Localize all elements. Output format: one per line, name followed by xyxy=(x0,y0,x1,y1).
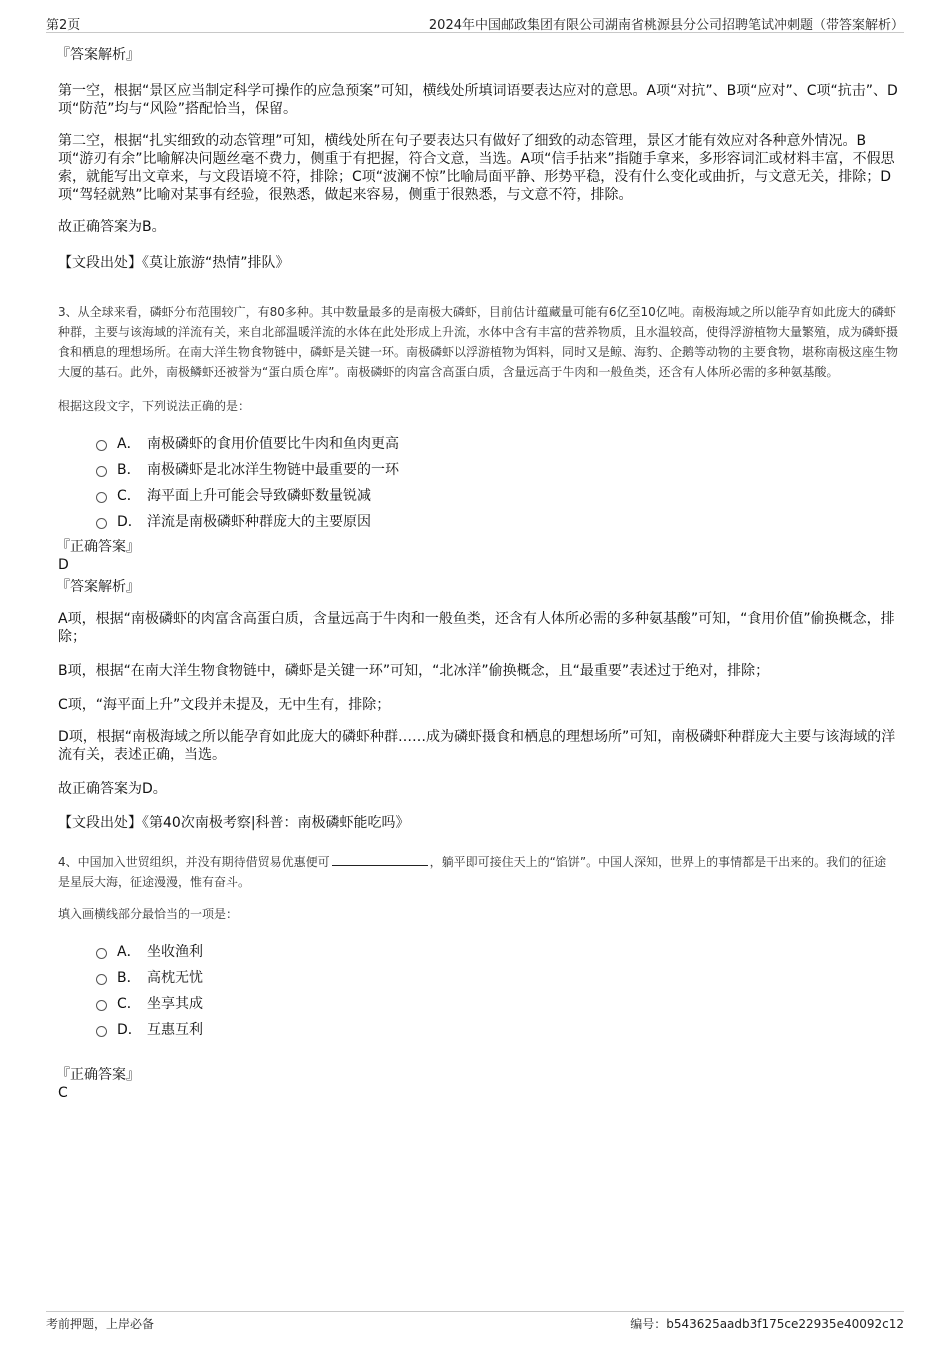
q2-analysis-para1: 第一空，根据“景区应当制定科学可操作的应急预案”可知，横线处所填词语要表达应对的意思。A项“对抗”、B项“应对”、C项“抗击”、D项“防范”均与“风险”搭配恰当，保留。 xyxy=(58,83,898,117)
q3-option-b[interactable]: B． 南极磷虾是北冰洋生物链中最重要的一环 xyxy=(96,456,898,482)
radio-button[interactable] xyxy=(96,440,107,451)
option-text: 高枕无忧 xyxy=(147,970,203,986)
document-title: 2024年中国邮政集团有限公司湖南省桃源县分公司招聘笔试冲刺题（带答案解析） xyxy=(428,18,904,33)
option-text: 海平面上升可能会导致磷虾数量锐减 xyxy=(147,488,371,504)
q3-conclusion: 故正确答案为D。 xyxy=(58,781,167,797)
q3-analysis-a: A项，根据“南极磷虾的肉富含高蛋白质，含量远高于牛肉和一般鱼类，还含有人体所必需的多种氨基酸”可知，“食用价值”偷换概念，排除； xyxy=(58,611,895,645)
radio-button[interactable] xyxy=(96,974,107,985)
option-text: 南极磷虾是北冰洋生物链中最重要的一环 xyxy=(147,462,399,478)
q3-answer-label: 『正确答案』 xyxy=(56,539,140,555)
radio-button[interactable] xyxy=(96,466,107,477)
q2-source: 【文段出处】《莫让旅游“热情”排队》 xyxy=(58,255,290,271)
q4-option-c[interactable]: C． 坐享其成 xyxy=(96,990,898,1016)
radio-button[interactable] xyxy=(96,948,107,959)
option-text: 南极磷虾的食用价值要比牛肉和鱼肉更高 xyxy=(147,436,399,452)
option-text: 洋流是南极磷虾种群庞大的主要原因 xyxy=(147,514,371,530)
q3-prompt: 根据这段文字，下列说法正确的是： xyxy=(58,399,251,413)
q4-answer: C xyxy=(58,1085,68,1101)
q3-analysis-d: D项，根据“南极海域之所以能孕育如此庞大的磷虾种群……成为磷虾摄食和栖息的理想场所”可知，南极磷虾种群庞大主要与该海域的洋流有关，表述正确，当选。 xyxy=(58,729,896,763)
q4-option-a[interactable]: A． 坐收渔利 xyxy=(96,938,898,964)
footer-code: 编号：b543625aadb3f175ce22935e40092c12 xyxy=(630,1317,904,1331)
q3-stem: 3、从全球来看，磷虾分布范围较广，有80多种。其中数量最多的是南极大磷虾，目前估计蕴藏量可能有6亿至10亿吨。南极海域之所以能孕育如此庞大的磷虾种群，主要与该海域的洋流有关，来自北部温暖洋流的水体在此处形成上升流，水体中含有丰富的营养物质，且水温较高，使得浮游植物大量繁殖，成为磷虾摄食和栖息的理想场所。在南大洋生物食物链中，磷虾是关键一环。南极磷虾以浮游植物为饵料，同时又是鲸、海豹、企鹅等动物的主要食物，堪称南极这座生物大厦的基石。此外，南极鳞虾还被誉为“蛋白质仓库”。南极磷虾的肉富含高蛋白质，含量远高于牛肉和一般鱼类，还含有人体所必需的多种氨基酸。 xyxy=(58,305,899,379)
q4-option-d[interactable]: D． 互惠互利 xyxy=(96,1016,898,1042)
option-text: 坐享其成 xyxy=(147,996,203,1012)
q4-prompt: 填入画横线部分最恰当的一项是： xyxy=(58,907,239,921)
radio-button[interactable] xyxy=(96,1026,107,1037)
q4-options xyxy=(58,938,898,1042)
q2-analysis-label: 『答案解析』 xyxy=(56,47,140,63)
q4-answer-label: 『正确答案』 xyxy=(56,1067,140,1083)
q3-analysis-c: C项，“海平面上升”文段并未提及，无中生有，排除； xyxy=(58,697,391,713)
q4-option-b[interactable]: B． 高枕无忧 xyxy=(96,964,898,990)
fill-in-blank xyxy=(332,853,428,866)
q3-option-d[interactable]: D． 洋流是南极磷虾种群庞大的主要原因 xyxy=(96,508,898,534)
q3-source: 【文段出处】《第40次南极考察|科普：南极磷虾能吃吗》 xyxy=(58,815,410,831)
page-header xyxy=(46,14,904,33)
option-text: 坐收渔利 xyxy=(147,944,203,960)
page-content xyxy=(58,46,898,1102)
q4-stem: 4、中国加入世贸组织，并没有期待借贸易优惠便可 ，躺平即可接住天上的“馅饼”。中国人深知，世界上的事情都是干出来的。我们的征途是星辰大海，征途漫漫，惟有奋斗。 xyxy=(58,855,887,889)
q3-analysis-b: B项，根据“在南大洋生物食物链中，磷虾是关键一环”可知，“北冰洋”偷换概念，且“最重要”表述过于绝对，排除； xyxy=(58,663,770,679)
q3-answer: D xyxy=(58,557,69,573)
page-footer xyxy=(46,1311,904,1331)
option-text: 互惠互利 xyxy=(147,1022,203,1038)
radio-button[interactable] xyxy=(96,1000,107,1011)
q3-analysis-label: 『答案解析』 xyxy=(56,579,140,595)
radio-button[interactable] xyxy=(96,492,107,503)
radio-button[interactable] xyxy=(96,518,107,529)
page-number: 第2页 xyxy=(46,18,81,33)
q3-options xyxy=(58,430,898,534)
q3-option-c[interactable]: C． 海平面上升可能会导致磷虾数量锐减 xyxy=(96,482,898,508)
footer-slogan: 考前押题，上岸必备 xyxy=(46,1317,155,1331)
q2-conclusion: 故正确答案为B。 xyxy=(58,219,166,235)
q2-analysis-para2: 第二空，根据“扎实细致的动态管理”可知，横线处所在句子要表达只有做好了细致的动态管理，景区才能有效应对各种意外情况。B项“游刃有余”比喻解决问题丝毫不费力，侧重于有把握，符合文意，当选。A项“信手拈来”指随手拿来，多形容词汇或材料丰富，不假思索，就能写出文章来，与文段语境不符，排除；C项“波澜不惊”比喻局面平静、形势平稳，没有什么变化或曲折，与文意无关，排除；D项“驾轻就熟”比喻对某事有经验，很熟悉，做起来容易，侧重于很熟悉，与文意不符，排除。 xyxy=(58,133,895,203)
q3-option-a[interactable]: A． 南极磷虾的食用价值要比牛肉和鱼肉更高 xyxy=(96,430,898,456)
